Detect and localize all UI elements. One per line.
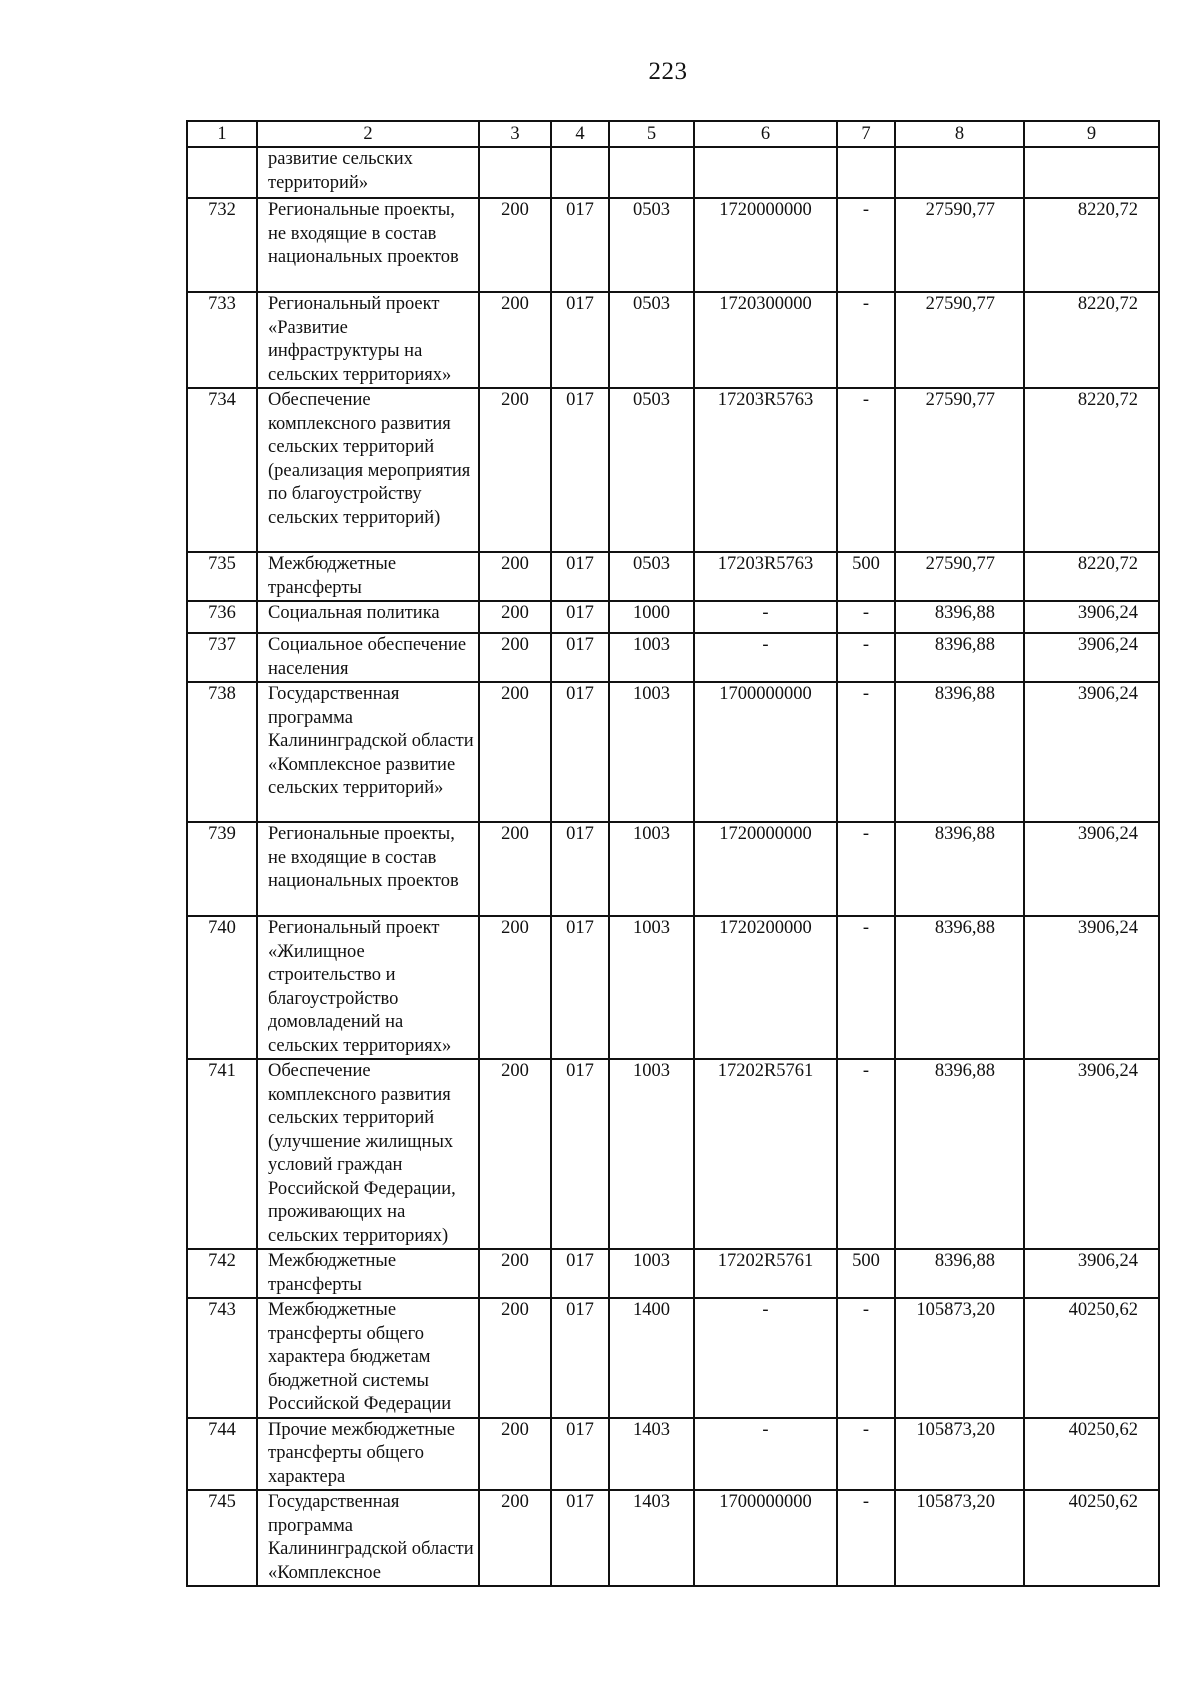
amount-col8-cell: 27590,77 <box>895 292 1024 388</box>
target-article-cell: 17203R5763 <box>694 552 837 601</box>
chapter-code-cell: 017 <box>551 1298 609 1418</box>
table-row <box>187 682 1159 822</box>
section-code-cell: 0503 <box>609 552 694 601</box>
amount-col8-cell: 8396,88 <box>895 633 1024 682</box>
expense-type-cell: - <box>837 198 895 292</box>
item-name-cell: Межбюджетные трансферты <box>257 552 479 601</box>
item-name-cell: Прочие межбюджетные трансферты общего характера <box>257 1418 479 1491</box>
amount-col9-cell: 3906,24 <box>1024 682 1159 822</box>
admin-code-cell <box>479 147 551 198</box>
item-name-cell: Региональные проекты, не входящие в состав национальных проектов <box>257 822 479 916</box>
row-number-cell: 738 <box>187 682 257 822</box>
amount-col8-cell: 8396,88 <box>895 916 1024 1059</box>
amount-col9-cell: 40250,62 <box>1024 1298 1159 1418</box>
chapter-code-cell: 017 <box>551 1059 609 1249</box>
header-cell: 5 <box>609 121 694 147</box>
amount-col9-cell: 3906,24 <box>1024 601 1159 633</box>
target-article-cell: 1700000000 <box>694 682 837 822</box>
table-row <box>187 916 1159 1059</box>
expense-type-cell: - <box>837 1490 895 1586</box>
amount-col9-cell: 8220,72 <box>1024 552 1159 601</box>
amount-col9-cell: 8220,72 <box>1024 198 1159 292</box>
chapter-code-cell: 017 <box>551 916 609 1059</box>
chapter-code-cell: 017 <box>551 552 609 601</box>
expense-type-cell: - <box>837 682 895 822</box>
expense-type-cell: - <box>837 601 895 633</box>
header-cell: 2 <box>257 121 479 147</box>
row-number-cell: 740 <box>187 916 257 1059</box>
amount-col9-cell: 8220,72 <box>1024 388 1159 552</box>
table-row <box>187 388 1159 552</box>
section-code-cell: 1403 <box>609 1490 694 1586</box>
admin-code-cell: 200 <box>479 682 551 822</box>
amount-col8-cell: 105873,20 <box>895 1490 1024 1586</box>
target-article-cell: 1720300000 <box>694 292 837 388</box>
table-row <box>187 1490 1159 1586</box>
amount-col9-cell: 40250,62 <box>1024 1418 1159 1491</box>
table-row <box>187 552 1159 601</box>
header-cell: 4 <box>551 121 609 147</box>
section-code-cell: 1003 <box>609 682 694 822</box>
target-article-cell: - <box>694 1298 837 1418</box>
target-article-cell: - <box>694 601 837 633</box>
chapter-code-cell: 017 <box>551 822 609 916</box>
admin-code-cell: 200 <box>479 198 551 292</box>
amount-col8-cell: 105873,20 <box>895 1418 1024 1491</box>
header-cell: 8 <box>895 121 1024 147</box>
admin-code-cell: 200 <box>479 633 551 682</box>
item-name-cell: Межбюджетные трансферты <box>257 1249 479 1298</box>
row-number-cell: 743 <box>187 1298 257 1418</box>
section-code-cell: 1403 <box>609 1418 694 1491</box>
admin-code-cell: 200 <box>479 552 551 601</box>
section-code-cell: 1003 <box>609 822 694 916</box>
admin-code-cell: 200 <box>479 916 551 1059</box>
section-code-cell: 1000 <box>609 601 694 633</box>
table-row <box>187 601 1159 633</box>
chapter-code-cell: 017 <box>551 1418 609 1491</box>
expense-type-cell: - <box>837 822 895 916</box>
table-row <box>187 1418 1159 1491</box>
amount-col8-cell: 105873,20 <box>895 1298 1024 1418</box>
section-code-cell: 0503 <box>609 198 694 292</box>
item-name-cell: Межбюджетные трансферты общего характера бюджетам бюджетной системы Российской Федерации <box>257 1298 479 1418</box>
item-name-cell: Обеспечение комплексного развития сельских территорий (реализация мероприятия по благоустройству сельских территорий) <box>257 388 479 552</box>
item-name-cell: Государственная программа Калининградской области «Комплексное развитие сельских территорий» <box>257 682 479 822</box>
target-article-cell: 17203R5763 <box>694 388 837 552</box>
chapter-code-cell: 017 <box>551 601 609 633</box>
row-number-cell: 736 <box>187 601 257 633</box>
header-cell: 7 <box>837 121 895 147</box>
item-name-cell: Региональные проекты, не входящие в состав национальных проектов <box>257 198 479 292</box>
row-number-cell: 745 <box>187 1490 257 1586</box>
target-article-cell: - <box>694 1418 837 1491</box>
admin-code-cell: 200 <box>479 1059 551 1249</box>
target-article-cell <box>694 147 837 198</box>
section-code-cell: 1003 <box>609 1249 694 1298</box>
target-article-cell: - <box>694 633 837 682</box>
row-number-cell: 737 <box>187 633 257 682</box>
amount-col9-cell: 3906,24 <box>1024 633 1159 682</box>
amount-col9-cell: 40250,62 <box>1024 1490 1159 1586</box>
section-code-cell: 0503 <box>609 292 694 388</box>
admin-code-cell: 200 <box>479 601 551 633</box>
expense-type-cell: - <box>837 388 895 552</box>
chapter-code-cell <box>551 147 609 198</box>
table-row <box>187 292 1159 388</box>
page-number: 223 <box>648 58 688 85</box>
section-code-cell: 1003 <box>609 1059 694 1249</box>
item-name-cell: Социальная политика <box>257 601 479 633</box>
expense-type-cell: - <box>837 1059 895 1249</box>
row-number-cell: 741 <box>187 1059 257 1249</box>
chapter-code-cell: 017 <box>551 292 609 388</box>
target-article-cell: 1720200000 <box>694 916 837 1059</box>
amount-col9-cell: 3906,24 <box>1024 1249 1159 1298</box>
amount-col8-cell: 27590,77 <box>895 198 1024 292</box>
amount-col8-cell: 8396,88 <box>895 1059 1024 1249</box>
admin-code-cell: 200 <box>479 1249 551 1298</box>
table-row <box>187 147 1159 198</box>
table-row <box>187 822 1159 916</box>
amount-col8-cell <box>895 147 1024 198</box>
amount-col9-cell: 3906,24 <box>1024 916 1159 1059</box>
admin-code-cell: 200 <box>479 822 551 916</box>
expense-type-cell: - <box>837 916 895 1059</box>
amount-col9-cell <box>1024 147 1159 198</box>
item-name-cell: Государственная программа Калининградской области «Комплексное <box>257 1490 479 1586</box>
item-name-cell: Региональный проект «Развитие инфраструктуры на сельских территориях» <box>257 292 479 388</box>
admin-code-cell: 200 <box>479 1298 551 1418</box>
row-number-cell <box>187 147 257 198</box>
header-cell: 1 <box>187 121 257 147</box>
chapter-code-cell: 017 <box>551 1249 609 1298</box>
table-row <box>187 198 1159 292</box>
row-number-cell: 744 <box>187 1418 257 1491</box>
row-number-cell: 739 <box>187 822 257 916</box>
amount-col8-cell: 27590,77 <box>895 552 1024 601</box>
table-row <box>187 1059 1159 1249</box>
chapter-code-cell: 017 <box>551 388 609 552</box>
admin-code-cell: 200 <box>479 1490 551 1586</box>
amount-col9-cell: 8220,72 <box>1024 292 1159 388</box>
table-row <box>187 1298 1159 1418</box>
expense-type-cell <box>837 147 895 198</box>
row-number-cell: 742 <box>187 1249 257 1298</box>
section-code-cell: 1400 <box>609 1298 694 1418</box>
item-name-cell: развитие сельских территорий» <box>257 147 479 198</box>
amount-col8-cell: 8396,88 <box>895 682 1024 822</box>
section-code-cell: 0503 <box>609 388 694 552</box>
chapter-code-cell: 017 <box>551 682 609 822</box>
table-header-row <box>187 121 1159 147</box>
expense-type-cell: 500 <box>837 552 895 601</box>
admin-code-cell: 200 <box>479 388 551 552</box>
row-number-cell: 734 <box>187 388 257 552</box>
amount-col8-cell: 8396,88 <box>895 822 1024 916</box>
admin-code-cell: 200 <box>479 1418 551 1491</box>
item-name-cell: Региональный проект «Жилищное строительство и благоустройство домовладений на сельских территориях» <box>257 916 479 1059</box>
expense-type-cell: - <box>837 1418 895 1491</box>
row-number-cell: 732 <box>187 198 257 292</box>
expense-type-cell: - <box>837 633 895 682</box>
expense-type-cell: - <box>837 1298 895 1418</box>
amount-col9-cell: 3906,24 <box>1024 1059 1159 1249</box>
target-article-cell: 17202R5761 <box>694 1059 837 1249</box>
item-name-cell: Обеспечение комплексного развития сельских территорий (улучшение жилищных условий граждан Российской Федерации, проживающих на сельских территориях) <box>257 1059 479 1249</box>
item-name-cell: Социальное обеспечение населения <box>257 633 479 682</box>
amount-col8-cell: 27590,77 <box>895 388 1024 552</box>
amount-col8-cell: 8396,88 <box>895 1249 1024 1298</box>
table-row <box>187 1249 1159 1298</box>
expense-type-cell: - <box>837 292 895 388</box>
row-number-cell: 735 <box>187 552 257 601</box>
chapter-code-cell: 017 <box>551 1490 609 1586</box>
chapter-code-cell: 017 <box>551 633 609 682</box>
header-cell: 3 <box>479 121 551 147</box>
expense-type-cell: 500 <box>837 1249 895 1298</box>
amount-col8-cell: 8396,88 <box>895 601 1024 633</box>
row-number-cell: 733 <box>187 292 257 388</box>
target-article-cell: 1720000000 <box>694 198 837 292</box>
target-article-cell: 1720000000 <box>694 822 837 916</box>
target-article-cell: 1700000000 <box>694 1490 837 1586</box>
chapter-code-cell: 017 <box>551 198 609 292</box>
admin-code-cell: 200 <box>479 292 551 388</box>
amount-col9-cell: 3906,24 <box>1024 822 1159 916</box>
target-article-cell: 17202R5761 <box>694 1249 837 1298</box>
budget-table <box>186 120 1160 1587</box>
section-code-cell <box>609 147 694 198</box>
header-cell: 6 <box>694 121 837 147</box>
header-cell: 9 <box>1024 121 1159 147</box>
section-code-cell: 1003 <box>609 633 694 682</box>
section-code-cell: 1003 <box>609 916 694 1059</box>
table-row <box>187 633 1159 682</box>
